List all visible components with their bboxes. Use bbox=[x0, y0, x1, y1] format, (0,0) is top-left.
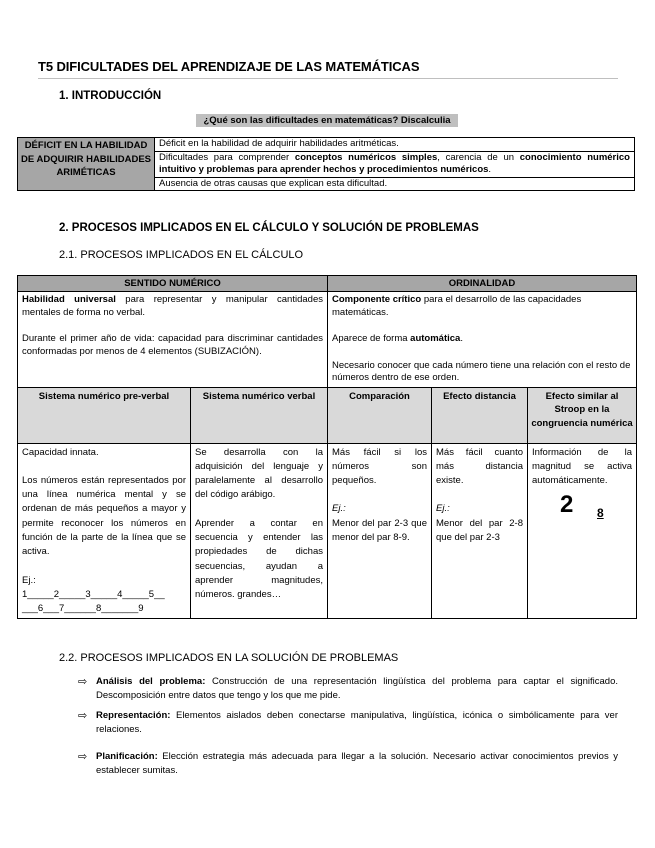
subheading-solucion: 2.2. PROCESOS IMPLICADOS EN LA SOLUCIÓN DE PROBLEMAS bbox=[59, 652, 399, 664]
bullet-representacion: ⇨ Representación: Elementos aislados deben conectarse manipulativa, lingüística, icónica o simbólicamente para ver relaciones. bbox=[78, 710, 618, 735]
cell-efecto-distancia: Más fácil cuanto más distancia existe. Ej.: Menor del par 2-8 que del par 2-3 bbox=[432, 443, 528, 619]
question-box: ¿Qué son las dificultades en matemáticas? Discalculia bbox=[196, 114, 458, 127]
sentido-numerico-desc: Habilidad universal para representar y manipular cantidades mentales de forma no verbal. Durante el primer año de vida: capacidad para discriminar cantidades conformadas por menos de 4 elementos (SUBIZACIÓN). bbox=[18, 292, 328, 388]
heading-procesos: 2. PROCESOS IMPLICADOS EN EL CÁLCULO Y SOLUCIÓN DE PROBLEMAS bbox=[59, 222, 479, 234]
cell-comparacion: Más fácil si los números son pequeños. Ej.: Menor del par 2-3 que menor del par 8-9. bbox=[328, 443, 432, 619]
ordinalidad-desc: Componente crítico para el desarrollo de las capacidades matemáticas. Aparece de forma automática. Necesario conocer que cada número tiene una relación con el resto de números dentro de ese orden. bbox=[328, 292, 637, 388]
arrow-icon: ⇨ bbox=[78, 751, 88, 763]
subheader-comparacion: Comparación bbox=[328, 387, 432, 443]
header-sentido-numerico: SENTIDO NUMÉRICO bbox=[18, 276, 328, 292]
bullet-analisis: ⇨ Análisis del problema: Construcción de una representación lingüística del problema para captar el significado. Descomposición entre datos que tengo y los que me pide. bbox=[78, 676, 618, 701]
arrow-icon: ⇨ bbox=[78, 710, 88, 722]
discalculia-row-3: Ausencia de otras causas que explican esta dificultad. bbox=[155, 177, 635, 191]
discalculia-row-2: Dificultades para comprender conceptos numéricos simples, carencia de un conocimiento numérico intuitivo y problemas para aprender hechos y procedimientos numéricos. bbox=[155, 151, 635, 177]
subheader-verbal: Sistema numérico verbal bbox=[191, 387, 328, 443]
stroop-example bbox=[552, 491, 612, 526]
discalculia-row-1: Déficit en la habilidad de adquirir habilidades aritméticas. bbox=[155, 138, 635, 152]
page-title: T5 DIFICULTADES DEL APRENDIZAJE DE LAS MATEMÁTICAS bbox=[38, 59, 420, 74]
cell-pre-verbal: Capacidad innata. Los números están representados por una línea numérica mental y se ordenan de más pequeños a mayor y permite reconocer los números en función de la parte de la línea que se activa. Ej.: 1_____2_____3_____4_____5__ ___6___7______8_______9 bbox=[18, 443, 191, 619]
arrow-icon: ⇨ bbox=[78, 676, 88, 688]
subheader-efecto-distancia: Efecto distancia bbox=[432, 387, 528, 443]
cell-stroop: Información de la magnitud se activa automáticamente. 2 8 bbox=[528, 443, 637, 619]
discalculia-label: DÉFICIT EN LA HABILIDAD DE ADQUIRIR HABILIDADES ARIMÉTICAS bbox=[18, 138, 155, 191]
stroop-small-number: 8 bbox=[597, 506, 604, 521]
heading-introduccion: 1. INTRODUCCIÓN bbox=[59, 90, 162, 102]
subheader-stroop: Efecto similar al Stroop en la congruencia numérica bbox=[528, 387, 637, 443]
title-divider bbox=[38, 78, 618, 79]
header-ordinalidad: ORDINALIDAD bbox=[328, 276, 637, 292]
discalculia-table bbox=[17, 137, 635, 191]
cell-verbal: Se desarrolla con la adquisición del lenguaje y paralelamente al desarrollo del código arábigo. Aprender a contar en secuencia y entender las propiedades de dichas secuencias, ayudan a aprender magnitudes, números. grandes… bbox=[191, 443, 328, 619]
procesos-table bbox=[17, 275, 637, 619]
bullet-planificacion: ⇨ Planificación: Elección estrategia más adecuada para llegar a la solución. Necesario activar conocimientos previos y establecer sumitas. bbox=[78, 751, 618, 776]
bullet-list bbox=[78, 675, 618, 778]
subheading-calculo: 2.1. PROCESOS IMPLICADOS EN EL CÁLCULO bbox=[59, 249, 304, 261]
stroop-big-number: 2 bbox=[560, 491, 574, 519]
subheader-pre-verbal: Sistema numérico pre-verbal bbox=[18, 387, 191, 443]
